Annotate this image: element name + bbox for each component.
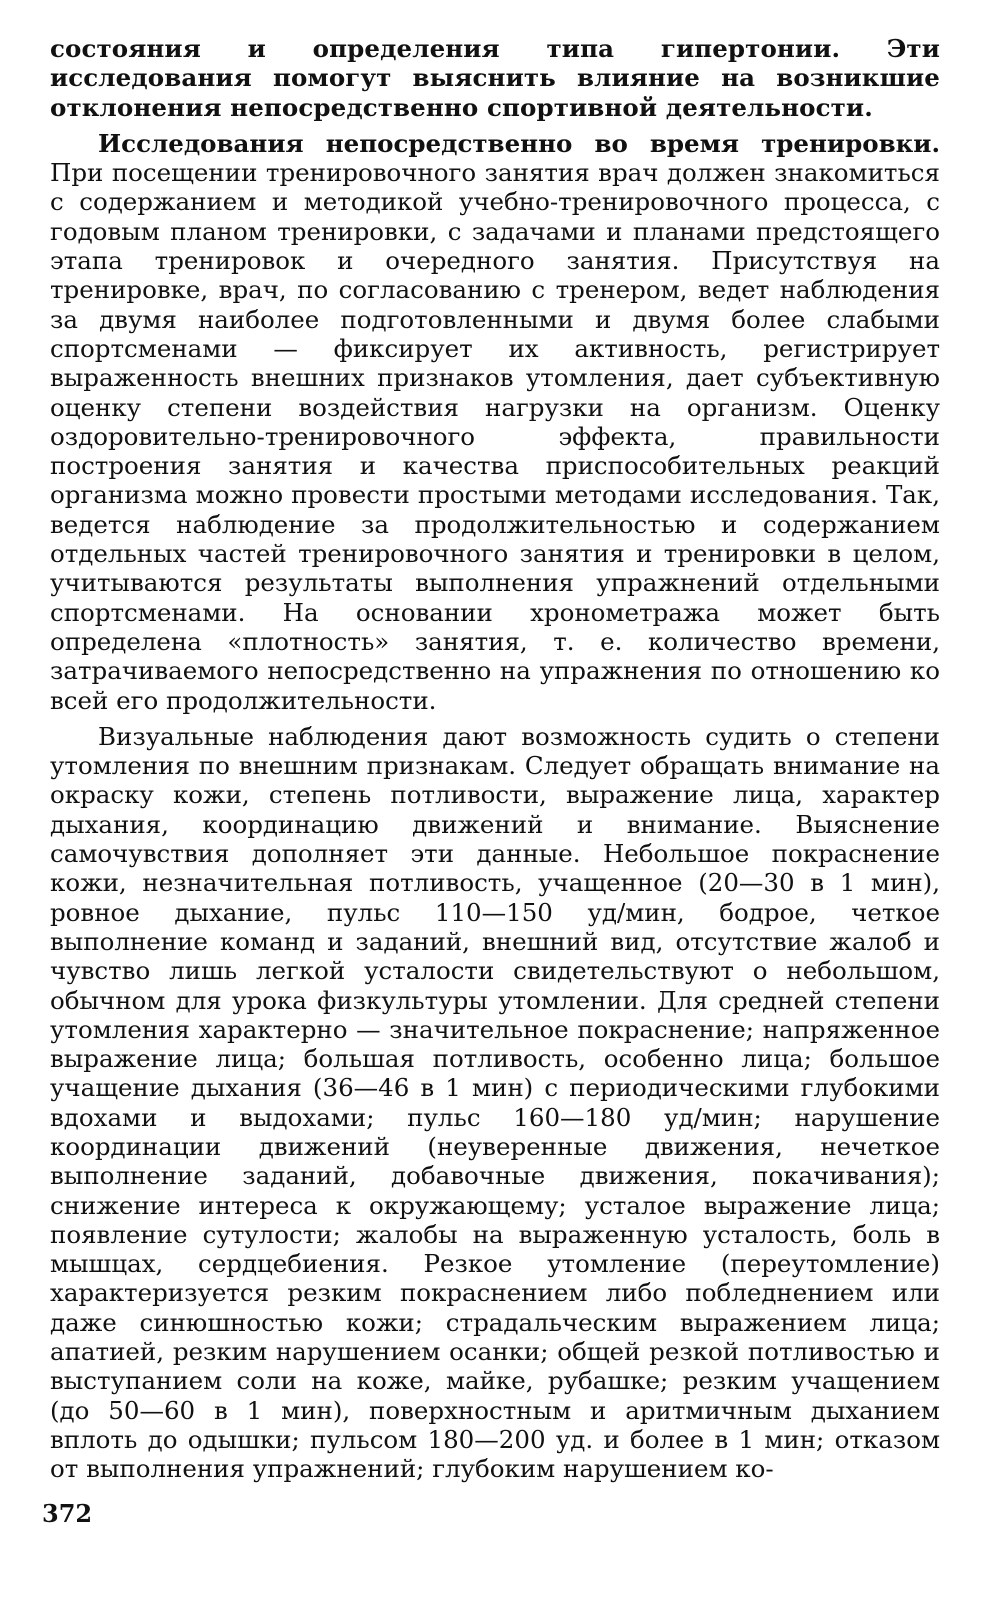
paragraph-visual-observation: Визуальные наблюдения дают возможность судить о степени утомления по внешним признакам. Следует обращать внимание на окраску кожи, степень потливости, выражение лица, характер дыхания, координацию движений и внимание. Выяснение самочувствия дополняет эти данные. Небольшое покраснение кожи, незначительная потливость, учащенное (20—30 в 1 мин), ровное дыхание, пульс 110—150 уд/мин, бодрое, четкое выполнение команд и заданий, внешний вид, отсутствие жалоб и чувство лишь легкой усталости свидетельствуют о небольшом, обычном для урока физкультуры утомлении. Для средней степени утомления характерно — значительное покраснение; напряженное выражение лица; большая потливость, особенно лица; большое учащение дыхания (36—46 в 1 мин) с периодическими глубокими вдохами и выдохами; пульс 160—180 уд/мин; нарушение координации движений (неуверенные движения, нечеткое выполнение заданий, добавочные движения, покачивания); снижение интереса к окружающему; усталое выражение лица; появление сутулости; жалобы на выраженную усталость, боль в мышцах, сердцебиения. Резкое утомление (переутомление) характеризуется резким покраснением либо побледнением или даже синюшностью кожи; страдальческим выражением лица; апатией, резким нарушением осанки; общей резкой потливостью и выступанием соли на коже, майке, рубашке; резким учащением (до 50—60 в 1 мин), поверхностным и аритмичным дыханием вплоть до одышки; пульсом 180—200 уд. и более в 1 мин; отказом от выполнения упражнений; глубоким нарушением ко-	[50, 721, 940, 1484]
page-body	[50, 34, 940, 1491]
paragraph-training-research	[50, 129, 940, 715]
page-number: 372	[42, 1499, 93, 1528]
paragraph-continued: состояния и определения типа гипертонии. Эти исследования помогут выяснить влияние на возникшие отклонения непосредственно спортивной деятельности.	[50, 34, 940, 122]
section-body: При посещении тренировочного занятия врач должен знакомиться с содержанием и методикой учебно-тренировочного процесса, с годовым планом тренировки, с задачами и планами предстоящего этапа тренировок и очередного занятия. Присутствуя на тренировке, врач, по согласованию с тренером, ведет наблюдения за двумя наиболее подготовленными и двумя более слабыми спортсменами — фиксирует их активность, регистрирует выраженность внешних признаков утомления, дает субъективную оценку степени воздействия нагрузки на организм. Оценку оздоровительно-тренировочного эффекта, правильности построения занятия и качества приспособительных реакций организма можно провести простыми методами исследования. Так, ведется наблюдение за продолжительностью и содержанием отдельных частей тренировочного занятия и тренировки в целом, учитываются результаты выполнения упражнений отдельными спортсменами. На основании хронометража может быть определена «плотность» занятия, т. е. количество времени, затрачиваемого непосредственно на упражнения по отношению ко всей его продолжительности.	[50, 158, 940, 715]
section-heading: Исследования непосредственно во время тренировки.	[98, 128, 940, 158]
